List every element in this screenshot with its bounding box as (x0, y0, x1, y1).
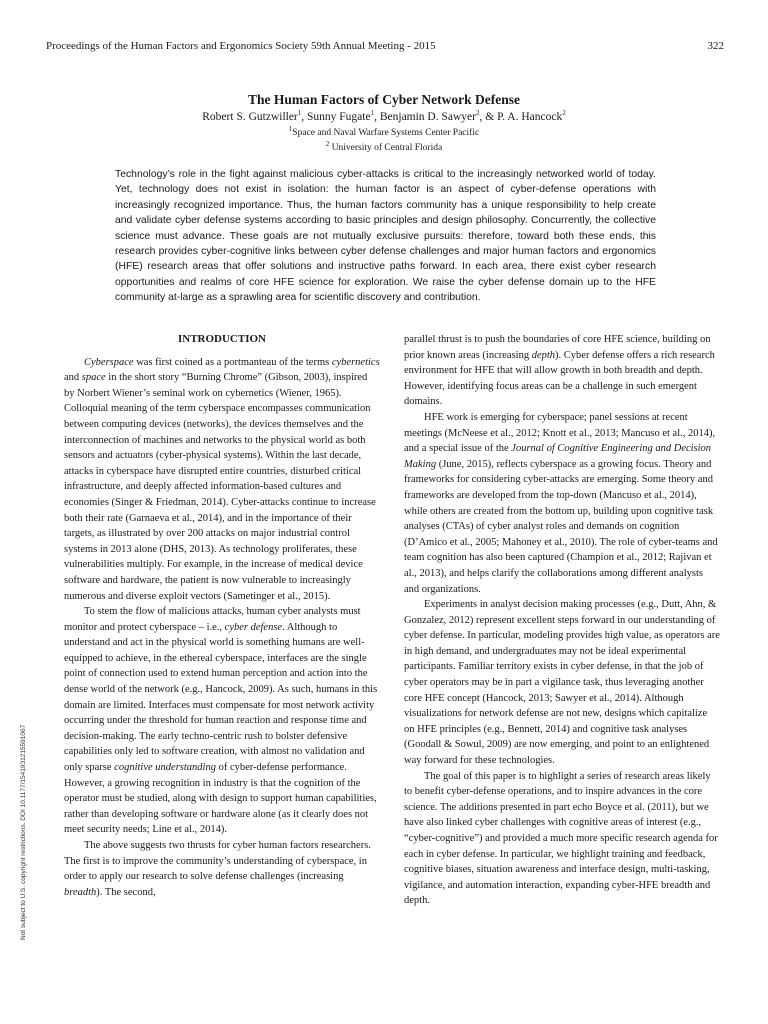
author-affiliation-mark: 2 (475, 109, 480, 117)
text-run: The above suggests two thrusts for cyber human factors researchers. The first is to improve the community’s understanding of cyberspace, in order to apply our research to solve defense challenges (increasing (64, 840, 371, 883)
affiliation-text: Space and Naval Warfare Systems Center Pacific (292, 128, 480, 139)
right-column (404, 332, 720, 909)
affiliation-mark: 1 (288, 125, 293, 133)
italic-term: breadth (64, 886, 97, 898)
text-run: The goal of this paper is to highlight a series of research areas likely to benefit cyber-defense operations, and to inspire advances in the core science. The additions presented in part echo Boyce et al. (2011), but we have also linked cyber challenges with cognitive areas of interest (e.g., “cyber-cognitive”) and provided a much more specific research agenda for each in cyber defense. In particular, we highlight training and feedback, cognitive biases, situation awareness and interface design, multi-tasking, vigilance, and automation interaction, expanding cyber-HFE breadth and depth. (404, 770, 718, 907)
italic-term: Cyberspace (84, 356, 134, 368)
text-run: To stem the flow of malicious attacks, human cyber analysts must monitor and protect cyberspace – i.e., (64, 606, 361, 633)
affiliation (0, 140, 768, 153)
section-heading: INTRODUCTION (177, 333, 266, 345)
author-list: Robert S. Gutzwiller$^1$, Sunny Fugate$^1$, Benjamin D. Sawyer$^2$, & P. A. Hancock$^2$ (202, 109, 566, 123)
left-column (64, 332, 380, 900)
affiliation-text: University of Central Florida (331, 143, 443, 154)
italic-term: cyber defense (224, 621, 283, 633)
body-paragraph (64, 355, 380, 605)
author-name: Robert S. Gutzwiller (202, 110, 298, 123)
body-paragraph (64, 838, 380, 900)
text-run: Experiments in analyst decision making processes (e.g., Dutt, Ahn, & Gonzalez, 2012) represent excellent steps forward in our understanding of cyber defense. In particular, modeling provides high value, as operators are in high demand, and undergraduates may not be ideal experimental participants. Familiar territory exists in cyber defense, in that the job of cyber operators may be in part a vigilance task, thus leveraging another core HFE concept (Hancock, 2013; Sawyer et al., 2014). Although visualizations for network defense are not new, designs which capitalize on HFE principles (e.g., Bennett, 2014) and cognitive task analyses (Goodall & Sowul, 2009) are now emerging, and point to an enlightened way forward for these technologies. (404, 599, 720, 767)
right-column-body (404, 332, 720, 909)
body-paragraph (404, 597, 720, 769)
text-run: of cyber-defense performance. However, a growing recognition in industry is that the cognition of the operator must be studied, along with design to support human capabilities, rather than developing software or hardware alone (as it clearly does not meet security needs; Line et al., 2014). (64, 762, 377, 836)
text-run: in the short story “Burning Chrome” (Gibson, 2003), inspired by Norbert Wiener’s seminal work on cybernetics (Wiener, 1965). Colloquial meaning of the term cyberspace encompasses communication between computing devices (networks), the devices themselves and the interconnection of machines and networks to the physical world as both sensors and actuators (cyber-physical systems). Within the last decade, attacks in cyberspace have disrupted entire countries, disturbed critical infrastructure, and deeply affected information-based cultures and economies (Singer & Friedman, 2014). Cyber-attacks continue to increase both their rate (Garnaeva et al., 2014), and in the importance of their targets, as illustrated by over 200 attacks on major industrial control systems in 2013 alone (DHS, 2013). As technology proliferates, these vulnerabilities multiply. For example, in the increase of medical device software and hardware, the patient is now vulnerable to increasingly numerous and diverse exploit vectors (Sametinger et al., 2015). (64, 372, 376, 602)
author-affiliation-mark: 1 (370, 109, 375, 117)
author-affiliation-mark: 2 (562, 109, 566, 117)
text-run: HFE work is emerging for cyberspace; panel sessions at recent meetings (McNeese et al., 2012; Knott et al., 2013; Mancuso et al., 2014), and a special issue of the (404, 411, 716, 455)
text-run: (June, 2015), reflects cyberspace as a growing focus. Theory and frameworks for considering cyber-attacks are emerging. Some theory and frameworks are developed from the top-down (Mancuso et al., 2014), while others are created from the bottom up, building upon cognitive task analyses (CTAs) of cyber analyst roles and demands on cognition (D’Amico et al., 2005; Mahoney et al., 2010). The role of cyber-teams and team cognition has also been captured (Champion et al., 2012; Rajivan et al., 2013), and helps clarify the collaborations among different analysts and organizations. (404, 458, 718, 595)
body-paragraph (404, 332, 720, 410)
text-run: and (64, 372, 82, 384)
abstract: Technology’s role in the fight against malicious cyber-attacks is critical to the increasingly networked world of today. Yet, technology does not exist in isolation: the human factor is an aspect of cyber-defense operations with increasingly recognized importance. Thus, the human factors community has a unique responsibility to help create and validate cyber defense systems according to basic principles and design philosophy. Concurrently, the collective science must advance. These goals are not mutually exclusive pursuits: therefore, toward both these ends, this research provides cyber-cognitive links between cyber defense challenges and major human factors and ergonomics (HFE) research areas that offer solutions and instructive paths forward. In each area, there exist cyber research opportunities and realms of core HFE science for exploration. We raise the cyber defense domain up to the HFE community at-large as a sprawling area for scientific discovery and contribution. (115, 169, 656, 304)
author-affiliation-mark: 1 (297, 109, 302, 117)
author-name: P. A. Hancock (497, 110, 563, 123)
paper-title: The Human Factors of Cyber Network Defense (248, 92, 520, 107)
author-name: Benjamin D. Sawyer (379, 110, 476, 123)
affiliation-mark: 2 (325, 140, 330, 148)
italic-term: Journal of Cognitive Engineering and Decision Making (404, 443, 712, 470)
left-column-body (64, 355, 380, 901)
body-paragraph (404, 769, 720, 909)
italic-term: cognitive understanding (114, 762, 216, 774)
author-name: Sunny Fugate (307, 110, 371, 123)
text-run: ). The second, (96, 886, 156, 898)
page-number: 322 (707, 40, 724, 52)
text-run: ). Cyber defense offers a rich research environment for HFE that will allow growth in both breadth and depth. However, identifying focus areas can be a challenge in such emergent domains. (404, 349, 715, 408)
body-paragraph (64, 604, 380, 838)
running-header: Proceedings of the Human Factors and Ergonomics Society 59th Annual Meeting - 2015 (46, 40, 436, 52)
affiliation (0, 125, 768, 138)
italic-term: cybernetics (331, 356, 380, 368)
text-run: was first coined as a portmanteau of the terms (133, 356, 332, 368)
copyright-sidenote: Not subject to U.S. copyright restrictions. DOI 10.1177/1541931215591067 (20, 724, 27, 940)
italic-term: space (81, 372, 106, 384)
body-paragraph (404, 410, 720, 597)
text-run: parallel thrust is to push the boundaries of core HFE science, building on prior known areas (increasing (404, 334, 711, 361)
italic-term: depth (531, 349, 556, 361)
text-run: . Although to understand and act in the physical world is something humans are well-equipped to achieve, in the ethereal cyberspace, interfaces are the single point of connection used to extend human perception and action into the dense world of the network (e.g., Hancock, 2009). As such, humans in this domain are limited. Interfaces must compensate for most network activity occurring under the threshold for human reaction and response time and decision-making. The early techno-centric rush to bolster defensive capabilities only led to software creation, with almost no validation and only sparse (64, 621, 378, 774)
